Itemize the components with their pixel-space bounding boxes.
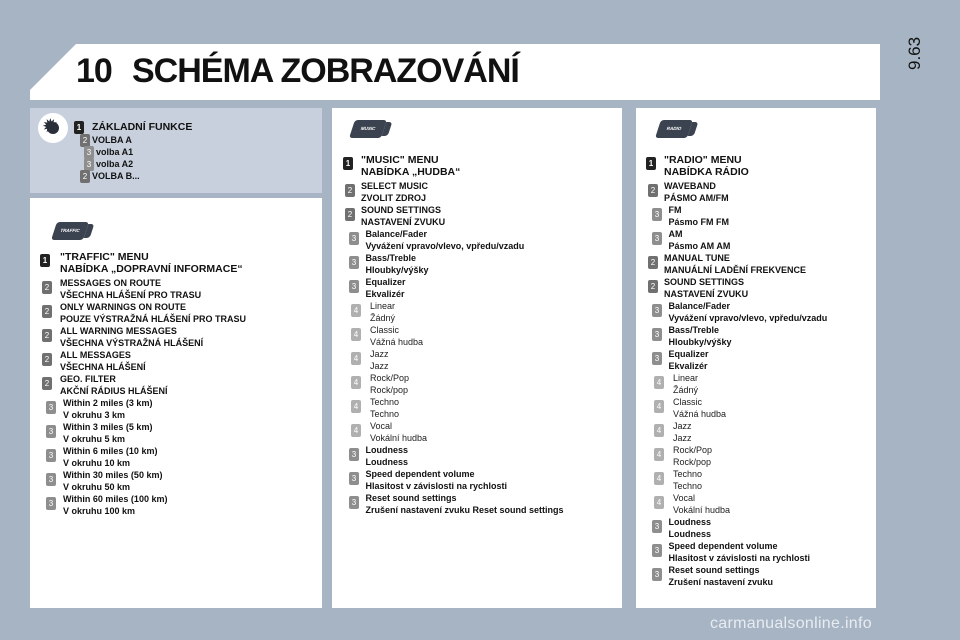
menu-item-label: V okruhu 3 km <box>63 410 126 420</box>
menu-item-label: AM <box>668 229 683 239</box>
menu-item-label: Techno <box>673 469 703 479</box>
menu-item-label: Rock/Pop <box>673 445 713 455</box>
menu-item-label: Rock/pop <box>370 385 409 395</box>
menu-item-label: "RADIO" MENU <box>664 154 742 166</box>
menu-item-label: GEO. FILTER <box>60 374 116 384</box>
menu-item-label: MANUÁLNÍ LADĚNÍ FREKVENCE <box>664 265 807 275</box>
menu-item-label: volba A2 <box>96 159 134 169</box>
menu-item-label: Within 30 miles (50 km) <box>63 470 163 480</box>
menu-item-label: Vokální hudba <box>673 505 731 515</box>
level-badge: 2 <box>80 134 90 147</box>
level-badge: 1 <box>74 121 84 134</box>
menu-item-label: Hloubky/výšky <box>668 337 732 347</box>
menu-item-label: VŠECHNA HLÁŠENÍ <box>60 362 146 372</box>
level-badge: 3 <box>46 425 56 438</box>
level-badge: 4 <box>654 400 664 413</box>
menu-item-label: Vocal <box>673 493 696 503</box>
menu-item-label: V okruhu 10 km <box>63 458 131 468</box>
menu-item-label: Hlasitost v závislosti na rychlosti <box>668 553 811 563</box>
menu-item-label: VOLBA B... <box>92 171 140 181</box>
level-badge: 3 <box>652 208 662 221</box>
level-badge: 4 <box>351 328 361 341</box>
menu-item-label: Jazz <box>673 421 692 431</box>
level-badge: 3 <box>652 544 662 557</box>
level-badge: 3 <box>652 568 662 581</box>
menu-item-label: FM <box>668 205 682 215</box>
level-badge: 3 <box>349 448 359 461</box>
traffic-tab-icon: TRAFFIC <box>51 222 89 240</box>
menu-item-label: Equalizer <box>365 277 406 287</box>
menu-item-label: Vážná hudba <box>370 337 424 347</box>
menu-item-label: Equalizer <box>668 349 709 359</box>
music-tab-icon: MUSIC <box>349 120 387 138</box>
menu-item-label: WAVEBAND <box>664 181 716 191</box>
level-badge: 3 <box>652 304 662 317</box>
menu-item-label: Classic <box>370 325 400 335</box>
menu-item-label: Hloubky/výšky <box>365 265 429 275</box>
menu-item-label: AKČNÍ RÁDIUS HLÁŠENÍ <box>60 386 168 396</box>
menu-item-label: Vyvážení vpravo/vlevo, vpředu/vzadu <box>365 241 525 251</box>
level-badge: 3 <box>349 496 359 509</box>
level-badge: 1 <box>343 157 353 170</box>
level-badge: 4 <box>654 448 664 461</box>
menu-item-label: NASTAVENÍ ZVUKU <box>361 217 446 227</box>
page-number: 9.63 <box>905 36 924 70</box>
level-badge: 3 <box>84 146 94 159</box>
menu-item-label: V okruhu 100 km <box>63 506 136 516</box>
menu-item-label: Rock/pop <box>673 457 712 467</box>
level-badge: 1 <box>40 254 50 267</box>
menu-item-label: ALL WARNING MESSAGES <box>60 326 177 336</box>
menu-item-label: Jazz <box>370 361 389 371</box>
menu-item-label: Reset sound settings <box>668 565 760 575</box>
menu-item-label: Žádný <box>673 385 699 395</box>
level-badge: 3 <box>349 280 359 293</box>
menu-item-label: Vážná hudba <box>673 409 727 419</box>
menu-item-label: Vokální hudba <box>370 433 428 443</box>
level-badge: 3 <box>46 449 56 462</box>
menu-item-label: Pásmo FM FM <box>668 217 730 227</box>
menu-item-label: V okruhu 5 km <box>63 434 126 444</box>
menu-item-label: Techno <box>673 481 703 491</box>
page-title: SCHÉMA ZOBRAZOVÁNÍ <box>132 52 519 90</box>
menu-item-label: MESSAGES ON ROUTE <box>60 278 162 288</box>
menu-item-label: ONLY WARNINGS ON ROUTE <box>60 302 187 312</box>
menu-item-label: Loudness <box>365 457 409 467</box>
level-badge: 2 <box>648 280 658 293</box>
level-badge: 4 <box>351 304 361 317</box>
menu-item-label: Jazz <box>673 433 692 443</box>
menu-item-label: Classic <box>673 397 703 407</box>
menu-item-label: Linear <box>673 373 699 383</box>
level-badge: 4 <box>351 400 361 413</box>
watermark: carmanualsonline.info <box>710 615 872 632</box>
level-badge: 2 <box>42 329 52 342</box>
level-badge: 4 <box>654 472 664 485</box>
menu-item-label: Bass/Treble <box>365 253 417 263</box>
menu-item-label: Techno <box>370 397 400 407</box>
menu-item-label: Reset sound settings <box>365 493 457 503</box>
level-badge: 3 <box>349 472 359 485</box>
menu-item-label: Žádný <box>370 313 396 323</box>
level-badge: 4 <box>351 352 361 365</box>
menu-item-label: Linear <box>370 301 396 311</box>
menu-item-label: Pásmo AM AM <box>668 241 731 251</box>
level-badge: 4 <box>351 376 361 389</box>
menu-item-label: VŠECHNA HLÁŠENÍ PRO TRASU <box>60 290 202 300</box>
menu-item-label: "MUSIC" MENU <box>361 154 439 166</box>
menu-item-label: Within 6 miles (10 km) <box>63 446 158 456</box>
menu-item-label: NASTAVENÍ ZVUKU <box>664 289 749 299</box>
menu-item-label: Loudness <box>668 529 712 539</box>
level-badge: 2 <box>42 305 52 318</box>
menu-item-label: MANUAL TUNE <box>664 253 730 263</box>
chapter-number: 10 <box>76 52 112 90</box>
menu-item-label: Speed dependent volume <box>668 541 778 551</box>
level-badge: 2 <box>80 170 90 183</box>
menu-item-label: Loudness <box>668 517 712 527</box>
menu-item-label: VOLBA A <box>92 135 132 145</box>
level-badge: 3 <box>652 352 662 365</box>
menu-item-label: Bass/Treble <box>668 325 720 335</box>
level-badge: 3 <box>46 401 56 414</box>
menu-item-label: NABÍDKA RÁDIO <box>664 166 749 178</box>
level-badge: 2 <box>648 256 658 269</box>
level-badge: 3 <box>84 158 94 171</box>
level-badge: 2 <box>345 208 355 221</box>
level-badge: 2 <box>345 184 355 197</box>
level-badge: 2 <box>42 377 52 390</box>
menu-item-label: Hlasitost v závislosti na rychlosti <box>365 481 508 491</box>
level-badge: 4 <box>654 376 664 389</box>
radio-tab-icon: RADIO <box>655 120 693 138</box>
menu-item-label: SOUND SETTINGS <box>664 277 745 287</box>
brightness-icon <box>38 113 68 143</box>
level-badge: 3 <box>652 520 662 533</box>
level-badge: 3 <box>652 232 662 245</box>
menu-item-label: POUZE VÝSTRAŽNÁ HLÁŠENÍ PRO TRASU <box>60 314 247 324</box>
menu-item-label: Zrušení nastavení zvuku Reset sound settings <box>365 505 564 515</box>
level-badge: 1 <box>646 157 656 170</box>
menu-item-label: Within 60 miles (100 km) <box>63 494 168 504</box>
level-badge: 3 <box>349 232 359 245</box>
level-badge: 3 <box>349 256 359 269</box>
menu-item-label: Rock/Pop <box>370 373 410 383</box>
menu-item-label: Balance/Fader <box>668 301 731 311</box>
level-badge: 4 <box>351 424 361 437</box>
level-badge: 3 <box>46 473 56 486</box>
menu-item-label: V okruhu 50 km <box>63 482 131 492</box>
level-badge: 4 <box>654 424 664 437</box>
level-badge: 2 <box>648 184 658 197</box>
menu-item-label: SOUND SETTINGS <box>361 205 442 215</box>
menu-item-label: Within 3 miles (5 km) <box>63 422 153 432</box>
menu-item-label: Ekvalizér <box>365 289 405 299</box>
menu-item-label: Balance/Fader <box>365 229 428 239</box>
menu-item-label: Vyvážení vpravo/vlevo, vpředu/vzadu <box>668 313 828 323</box>
menu-item-label: "TRAFFIC" MENU <box>60 251 149 263</box>
level-badge: 4 <box>654 496 664 509</box>
menu-item-label: Vocal <box>370 421 393 431</box>
menu-item-label: Ekvalizér <box>668 361 708 371</box>
menu-item-label: ZVOLIT ZDROJ <box>361 193 426 203</box>
menu-item-label: NABÍDKA „HUDBA“ <box>361 166 461 178</box>
menu-item-label: SELECT MUSIC <box>361 181 429 191</box>
menu-item-label: Within 2 miles (3 km) <box>63 398 153 408</box>
menu-item-label: ALL MESSAGES <box>60 350 131 360</box>
menu-item-label: volba A1 <box>96 147 134 157</box>
menu-item-label: Loudness <box>365 445 409 455</box>
menu-item-label: NABÍDKA „DOPRAVNÍ INFORMACE“ <box>60 263 243 275</box>
menu-item-label: Zrušení nastavení zvuku <box>668 577 774 587</box>
menu-item-label: Techno <box>370 409 400 419</box>
menu-item-label: Speed dependent volume <box>365 469 475 479</box>
level-badge: 3 <box>46 497 56 510</box>
menu-item-label: Jazz <box>370 349 389 359</box>
menu-item-label: VŠECHNA VÝSTRAŽNÁ HLÁŠENÍ <box>60 338 204 348</box>
menu-item-label: PÁSMO AM/FM <box>664 193 729 203</box>
menu-item-label: ZÁKLADNÍ FUNKCE <box>92 121 193 133</box>
level-badge: 3 <box>652 328 662 341</box>
level-badge: 2 <box>42 353 52 366</box>
level-badge: 2 <box>42 281 52 294</box>
